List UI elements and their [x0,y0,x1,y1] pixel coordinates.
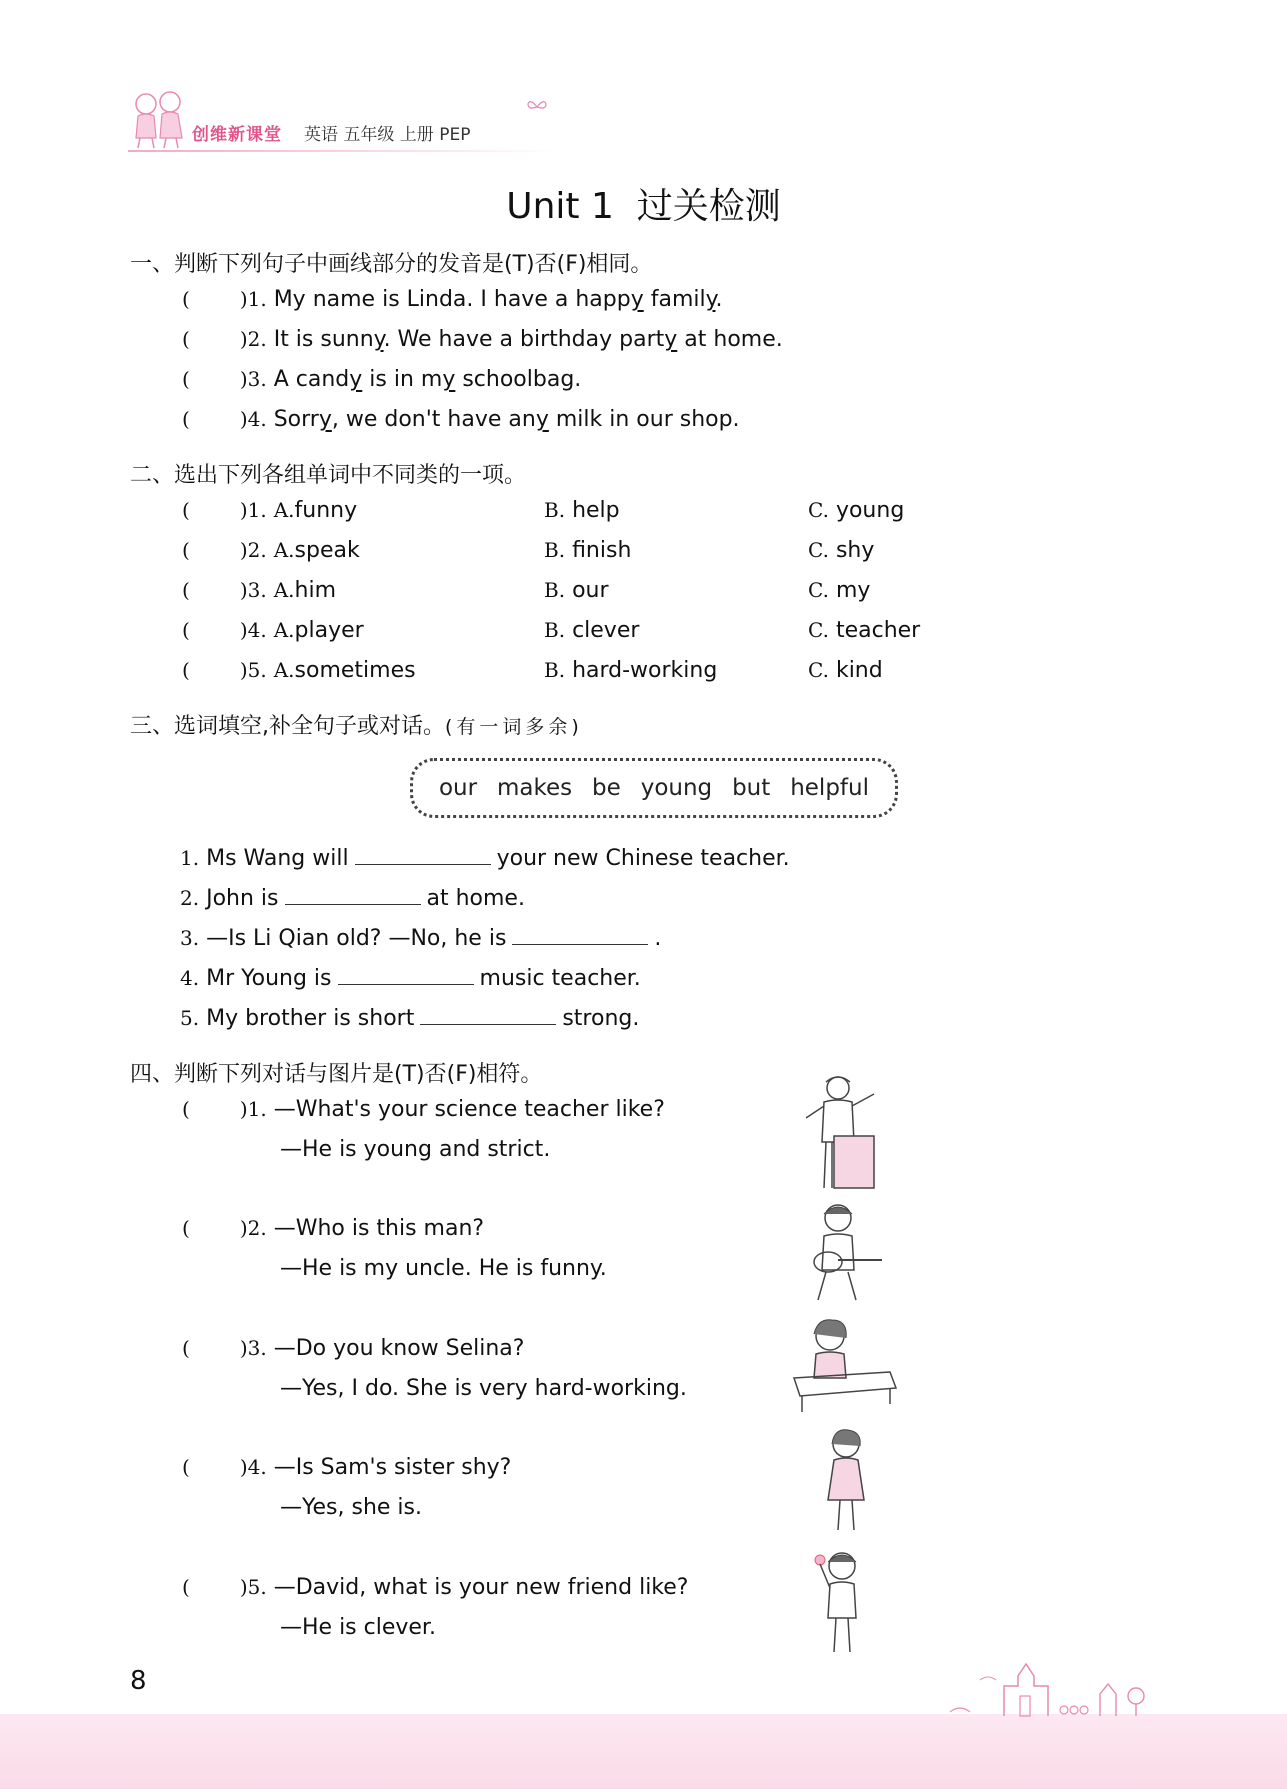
answer-blank[interactable] [420,1023,556,1025]
butterfly-icon [526,98,548,116]
s3-item-3: 3. —Is Li Qian old? —No, he is . [180,926,662,951]
teacher-illustration [796,1072,886,1192]
word-bank-word: makes [496,775,573,801]
s2-item-5-c: C. kind [808,658,883,683]
header-divider [128,150,558,152]
s4-item-2-a: —He is my uncle. He is funny. [280,1256,607,1281]
section2-heading: 二、选出下列各组单词中不同类的一项。 [130,463,527,488]
shy-girl-illustration [812,1426,882,1538]
s4-item-5-q: ( )5. —David, what is your new friend like? [182,1575,689,1600]
s1-item-4: ( )4. Sorry, we don't have any milk in our shop. [182,407,740,432]
s2-item-2-b: B. finish [544,538,632,563]
s2-item-2-c: C. shy [808,538,875,563]
answer-blank[interactable] [355,863,491,865]
s4-item-1-a: —He is young and strict. [280,1137,551,1162]
s2-item-2: ( )2. A.speak [182,538,360,563]
s2-item-4-b: B. clever [544,618,640,643]
header-brand: 创维新课堂 [192,125,282,145]
s1-item-1: ( )1. My name is Linda. I have a happy family. [182,287,723,312]
s2-item-1-b: B. help [544,498,620,523]
section3-heading [130,709,583,740]
word-bank-word: be [592,775,621,801]
word-bank-word: helpful [790,775,869,801]
word-bank-word: but [732,775,771,801]
s2-item-3: ( )3. A.him [182,578,337,603]
footer-band [0,1714,1287,1789]
s4-item-3-q: ( )3. —Do you know Selina? [182,1336,525,1361]
s2-item-1: ( )1. A.funny [182,498,358,523]
s2-item-3-b: B. our [544,578,609,603]
answer-blank[interactable] [285,903,421,905]
s2-item-1-c: C. young [808,498,905,523]
s4-item-3-a: —Yes, I do. She is very hard-working. [280,1376,687,1401]
section3-note: (有一词多余) [445,716,583,738]
word-bank [410,758,898,818]
page-number: 8 [130,1666,147,1696]
s2-item-4: ( )4. A.player [182,618,364,643]
answer-blank[interactable] [512,943,648,945]
word-bank-word: our [438,775,478,801]
s4-item-1-q: ( )1. —What's your science teacher like? [182,1097,665,1122]
s4-item-2-q: ( )2. —Who is this man? [182,1216,485,1241]
section4-heading: 四、判断下列对话与图片是(T)否(F)相符。 [130,1062,543,1087]
section3-heading-text: 三、选词填空,补全句子或对话。 [130,714,445,739]
s2-item-3-c: C. my [808,578,871,603]
section1-heading: 一、判断下列句子中画线部分的发音是(T)否(F)相同。 [130,252,653,277]
castle-decoration-icon [940,1650,1170,1720]
s3-item-1: 1. Ms Wang will your new Chinese teacher. [180,846,790,871]
page-title: Unit 1 过关检测 [506,186,781,227]
s3-item-4: 4. Mr Young is music teacher. [180,966,641,991]
s3-item-2: 2. John is at home. [180,886,525,911]
s4-item-5-a: —He is clever. [280,1615,436,1640]
answer-blank[interactable] [338,983,474,985]
s2-item-5-b: B. hard-working [544,658,718,683]
s4-item-4-q: ( )4. —Is Sam's sister shy? [182,1455,512,1480]
s1-item-2: ( )2. It is sunny. We have a birthday party at home. [182,327,783,352]
boy-guitar-illustration [798,1200,888,1305]
s1-item-3: ( )3. A candy is in my schoolbag. [182,367,582,392]
s3-item-5: 5. My brother is short strong. [180,1006,640,1031]
word-bank-word: young [640,775,713,801]
s4-item-4-a: —Yes, she is. [280,1495,423,1520]
header-kids-logo [126,86,192,152]
clever-boy-illustration [806,1548,886,1658]
s2-item-4-c: C. teacher [808,618,921,643]
s2-item-5: ( )5. A.sometimes [182,658,416,683]
girl-desk-illustration [790,1316,900,1416]
header-subject: 英语 五年级 上册 PEP [304,125,471,145]
